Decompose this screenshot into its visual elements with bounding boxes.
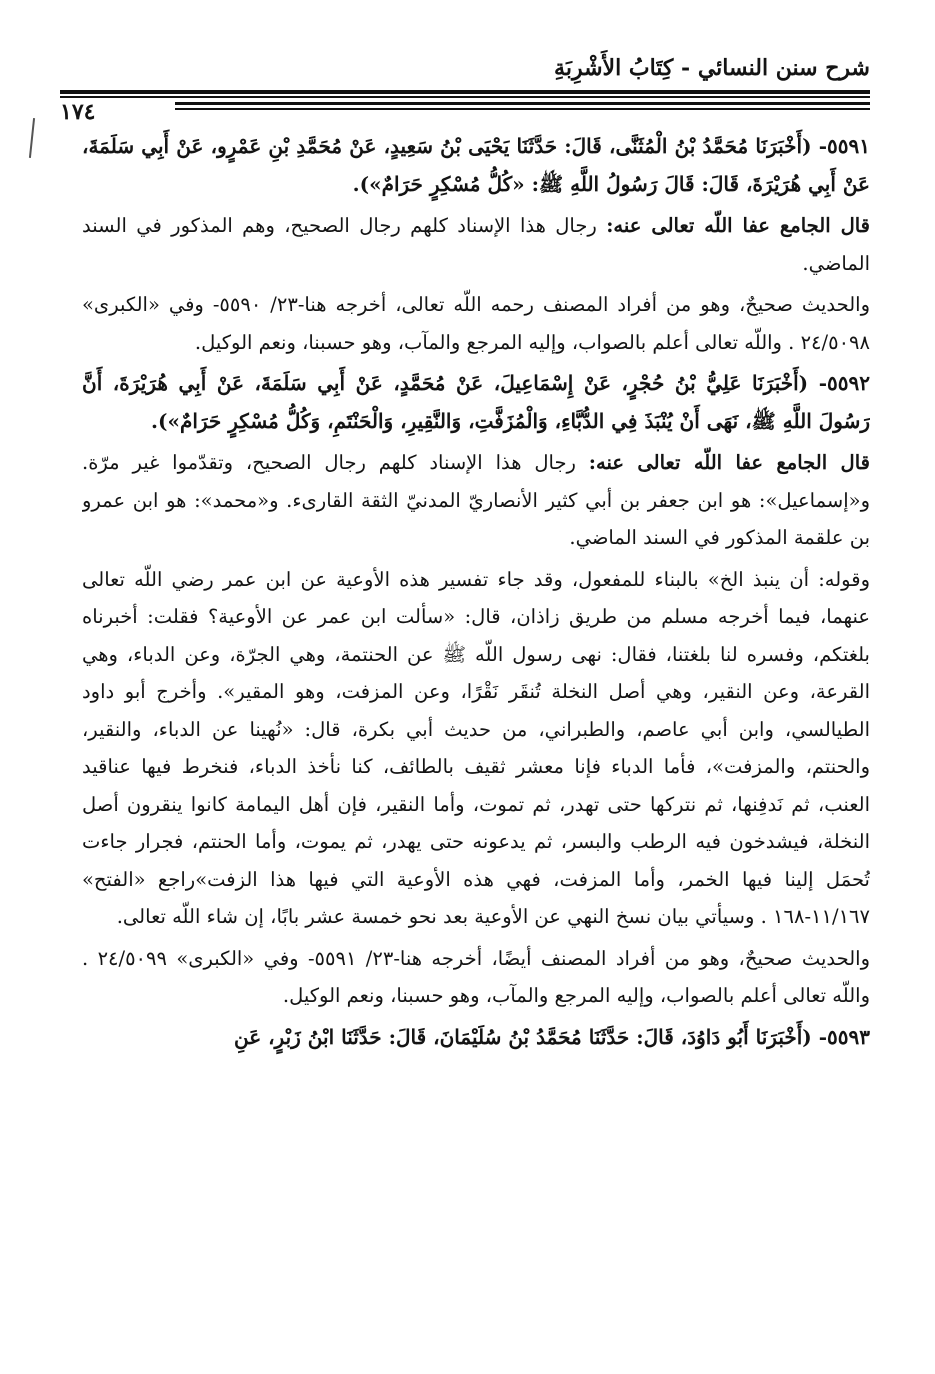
- commentary-text: رجال هذا الإسناد كلهم رجال الصحيح، وتقدّموا غير مرّة. و«إسماعيل»: هو ابن جعفر بن أبي كثير الأنصاريّ المدنيّ الثقة القارىء. و«محمد»: هو ابن عمرو بن علقمة المذكور في السند الماضي.: [82, 451, 870, 549]
- header-rule-top: [60, 90, 870, 94]
- hadith-text: (أَخْبَرَنَا عَلِيُّ بْنُ حُجْرٍ، عَنْ إِسْمَاعِيلَ، عَنْ مُحَمَّدٍ، عَنْ أَبِي سَلَمَةَ، عَنْ أَبِي هُرَيْرَةَ، أَنَّ رَسُولَ اللَّهِ ﷺ، نَهَى أَنْ يُنْبَذَ فِي الدُّبَّاءِ، وَالْمُزَفَّتِ، وَالنَّقِيرِ، وَالْحَنْتَمِ، وَكُلُّ مُسْكِرٍ حَرَامٌ»).: [82, 371, 870, 433]
- header-rule-bottom: [175, 102, 870, 105]
- hadith-5593: [82, 1019, 870, 1057]
- paragraph-text: وقوله: أن ينبذ الخ» بالبناء للمفعول، وقد جاء تفسير هذه الأوعية عن ابن عمر رضي اللّه تعالى عنهما، فيما أخرجه مسلم من طريق زاذان، قال: «سألت ابن عمر عن الأوعية؟ فقلت: أخبرناه بلغتكم، وفسره لنا بلغتنا، فقال: نهى رسول اللّه ﷺ عن الحنتمة، وهي الجرّة، وعن الدباء، وهي القرعة، وعن النقير، وهي أصل النخلة تُنقَر نَقْرًا، وعن المزفت، وهو المقير». وأخرج أبو داود الطيالسي، وابن أبي عاصم، والطبراني، من حديث أبي بكرة، قال: «نُهينا عن الدباء، والنقير، والحنتم، والمزفت»، فأما الدباء فإنا معشر ثقيف بالطائف، كنا نأخذ الدباء، فنخرط فيها عناقيد العنب، ثم نَدفِنها، ثم نتركها حتى تهدر، ثم تموت، وأما النقير، فإن أهل اليمامة كانوا ينقرون أصل النخلة، فيشدخون فيه الرطب والبسر، ثم يدعونه حتى يهدر، ثم يموت، وأما الحنتم، فجرار جاءت تُحمَل إلينا فيها الخمر، وأما المزفت، فهي هذه الأوعية التي فيها هذا الزفت»راجع «الفتح» ١١/١٦٧-١٦٨ . وسيأتي بيان نسخ النهي عن الأوعية بعد نحو خمسة عشر بابًا، إن شاء اللّه تعالى.: [82, 567, 870, 928]
- page-body: [82, 128, 870, 1354]
- hadith-text: (أَخْبَرَنَا أَبُو دَاوُدَ، قَالَ: حَدَّثَنَا مُحَمَّدُ بْنُ سُلَيْمَانَ، قَالَ: حَدَّثَنَا ابْنُ زَبْرٍ، عَنِ: [233, 1024, 812, 1049]
- hadith-text: (أَخْبَرَنَا مُحَمَّدُ بْنُ الْمُثَنَّى، قَالَ: حَدَّثَنَا يَحْيَى بْنُ سَعِيدٍ، عَنْ مُحَمَّدِ بْنِ عَمْرٍو، عَنْ أَبِي سَلَمَةَ، عَنْ أَبِي هُرَيْرَةَ، قَالَ: قَالَ رَسُولُ اللَّهِ ﷺ: «كُلُّ مُسْكِرٍ حَرَامٌ»).: [82, 134, 870, 196]
- commentary-paragraph: [82, 207, 870, 282]
- paragraph-text: والحديث صحيحٌ، وهو من أفراد المصنف أيضًا، أخرجه هنا-٢٣/ ٥٥٩١- وفي «الكبرى» ٢٤/٥٠٩٩ . واللّه تعالى أعلم بالصواب، وإليه المرجع والمآب، وهو حسبنا، ونعم الوكيل.: [82, 946, 870, 1007]
- header-rule-top-thin: [60, 96, 870, 98]
- paragraph-text: والحديث صحيحٌ، وهو من أفراد المصنف رحمه اللّه تعالى، أخرجه هنا-٢٣/ ٥٥٩٠- وفي «الكبرى» ٢٤/٥٠٩٨ . واللّه تعالى أعلم بالصواب، وإليه المرجع والمآب، وهو حسبنا، ونعم الوكيل.: [82, 293, 870, 354]
- hadith-number: ٥٥٩١-: [818, 134, 870, 158]
- takhrij-paragraph: [82, 940, 870, 1015]
- commentary-lead: قال الجامع عفا اللّه تعالى عنه:: [606, 214, 870, 237]
- running-title: شرح سنن النسائي - كِتَابُ الأَشْرِبَةِ: [554, 55, 870, 81]
- hadith-5592: [82, 365, 870, 440]
- commentary-text: رجال هذا الإسناد كلهم رجال الصحيح، وهم المذكور في السند الماضي.: [82, 214, 870, 275]
- header-rule-bottom-thin: [175, 108, 870, 110]
- explanation-paragraph: [82, 561, 870, 936]
- page-number: ١٧٤: [60, 99, 96, 125]
- commentary-lead: قال الجامع عفا اللّه تعالى عنه:: [588, 451, 870, 474]
- takhrij-paragraph: [82, 286, 870, 361]
- hadith-number: ٥٥٩٣-: [818, 1024, 870, 1049]
- commentary-paragraph: [82, 444, 870, 557]
- margin-pencil-mark: [29, 118, 35, 158]
- hadith-5591: [82, 128, 870, 203]
- hadith-number: ٥٥٩٢-: [818, 371, 870, 395]
